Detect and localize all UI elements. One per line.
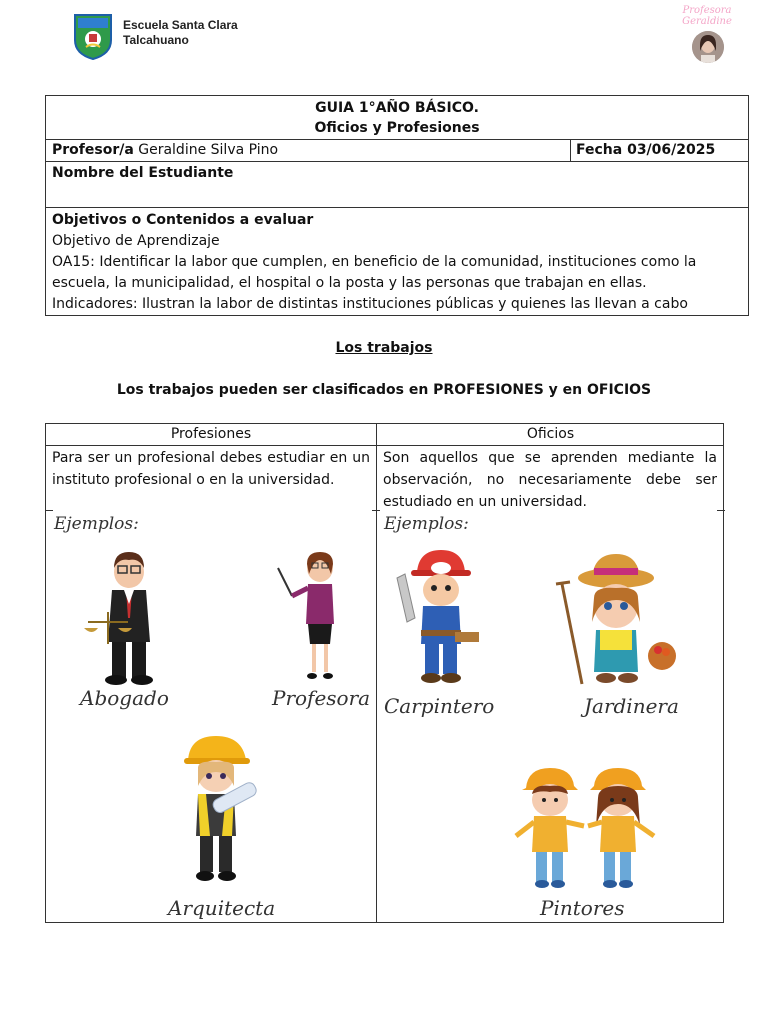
professions-examples-label: Ejemplos: bbox=[54, 514, 139, 534]
trades-header: Oficios bbox=[526, 426, 575, 442]
teacher-illustration bbox=[274, 548, 344, 688]
brand-avatar bbox=[692, 31, 724, 63]
section-subtitle: Los trabajos pueden ser clasificados en PROFESIONES y en OFICIOS bbox=[116, 382, 652, 398]
description-line: estudiado en un universidad. bbox=[383, 494, 587, 510]
professions-description bbox=[52, 447, 370, 491]
trades-examples-label: Ejemplos: bbox=[384, 514, 469, 534]
jobs-table bbox=[45, 423, 724, 923]
school-name-line: Escuela Santa Clara bbox=[123, 18, 238, 32]
guide-subtitle: Oficios y Profesiones bbox=[314, 120, 480, 136]
guide-title-row bbox=[46, 96, 748, 140]
oa-text-line: OA15: Identificar la labor que cumplen, en beneficio de la comunidad, instituciones como la bbox=[52, 254, 697, 270]
teacher-name: Geraldine Silva Pino bbox=[138, 142, 279, 158]
table-tick bbox=[45, 510, 53, 511]
objective-heading: Objetivo de Aprendizaje bbox=[52, 233, 220, 249]
indicators-text: Indicadores: Ilustran la labor de distintas instituciones públicas y quienes las llevan a cabo bbox=[52, 296, 688, 312]
guide-info-table bbox=[45, 95, 749, 316]
student-name-row bbox=[46, 162, 748, 208]
header-divider bbox=[46, 445, 723, 446]
example-label-abogado: Abogado bbox=[80, 686, 169, 710]
table-tick bbox=[717, 510, 725, 511]
teacher-cell bbox=[52, 142, 278, 158]
student-name-label: Nombre del Estudiante bbox=[52, 165, 234, 181]
section-title: Los trabajos bbox=[335, 340, 433, 356]
school-logo bbox=[72, 12, 114, 60]
professions-header: Profesiones bbox=[170, 426, 252, 442]
gardener-illustration bbox=[554, 552, 680, 696]
school-name bbox=[123, 18, 238, 48]
trades-description bbox=[383, 447, 717, 513]
description-line: observación, no necesariamente debe ser bbox=[383, 472, 717, 488]
brand-line: Profesora bbox=[682, 5, 732, 16]
lawyer-illustration bbox=[84, 546, 164, 692]
example-label-arquitecta: Arquitecta bbox=[168, 896, 276, 920]
brand-line: Geraldine bbox=[682, 16, 732, 27]
example-label-pintores: Pintores bbox=[540, 896, 625, 920]
example-label-jardinera: Jardinera bbox=[584, 694, 679, 718]
example-label-carpintero: Carpintero bbox=[384, 694, 495, 718]
example-label-profesora: Profesora bbox=[272, 686, 371, 710]
description-line: Son aquellos que se aprenden mediante la bbox=[383, 450, 717, 466]
school-city-line: Talcahuano bbox=[123, 33, 189, 47]
architect-illustration bbox=[176, 728, 262, 892]
brand-logo-text bbox=[676, 5, 738, 27]
table-tick bbox=[372, 510, 380, 511]
teacher-label: Profesor/a bbox=[52, 142, 134, 158]
oa-text-line: escuela, la municipalidad, el hospital o la posta y las personas que trabajan en ellas. bbox=[52, 275, 647, 291]
guide-title: GUIA 1°AÑO BÁSICO. bbox=[315, 100, 479, 116]
column-divider bbox=[376, 424, 377, 922]
description-line: Para ser un profesional debes estudiar en un bbox=[52, 450, 370, 466]
date-cell: Fecha 03/06/2025 bbox=[570, 140, 748, 161]
teacher-row bbox=[46, 140, 748, 162]
objectives-row bbox=[46, 208, 748, 316]
painters-illustration bbox=[512, 764, 662, 898]
objectives-label: Objetivos o Contenidos a evaluar bbox=[52, 212, 314, 228]
description-line: instituto profesional o en la universidad. bbox=[52, 472, 335, 488]
carpenter-illustration bbox=[391, 548, 483, 692]
